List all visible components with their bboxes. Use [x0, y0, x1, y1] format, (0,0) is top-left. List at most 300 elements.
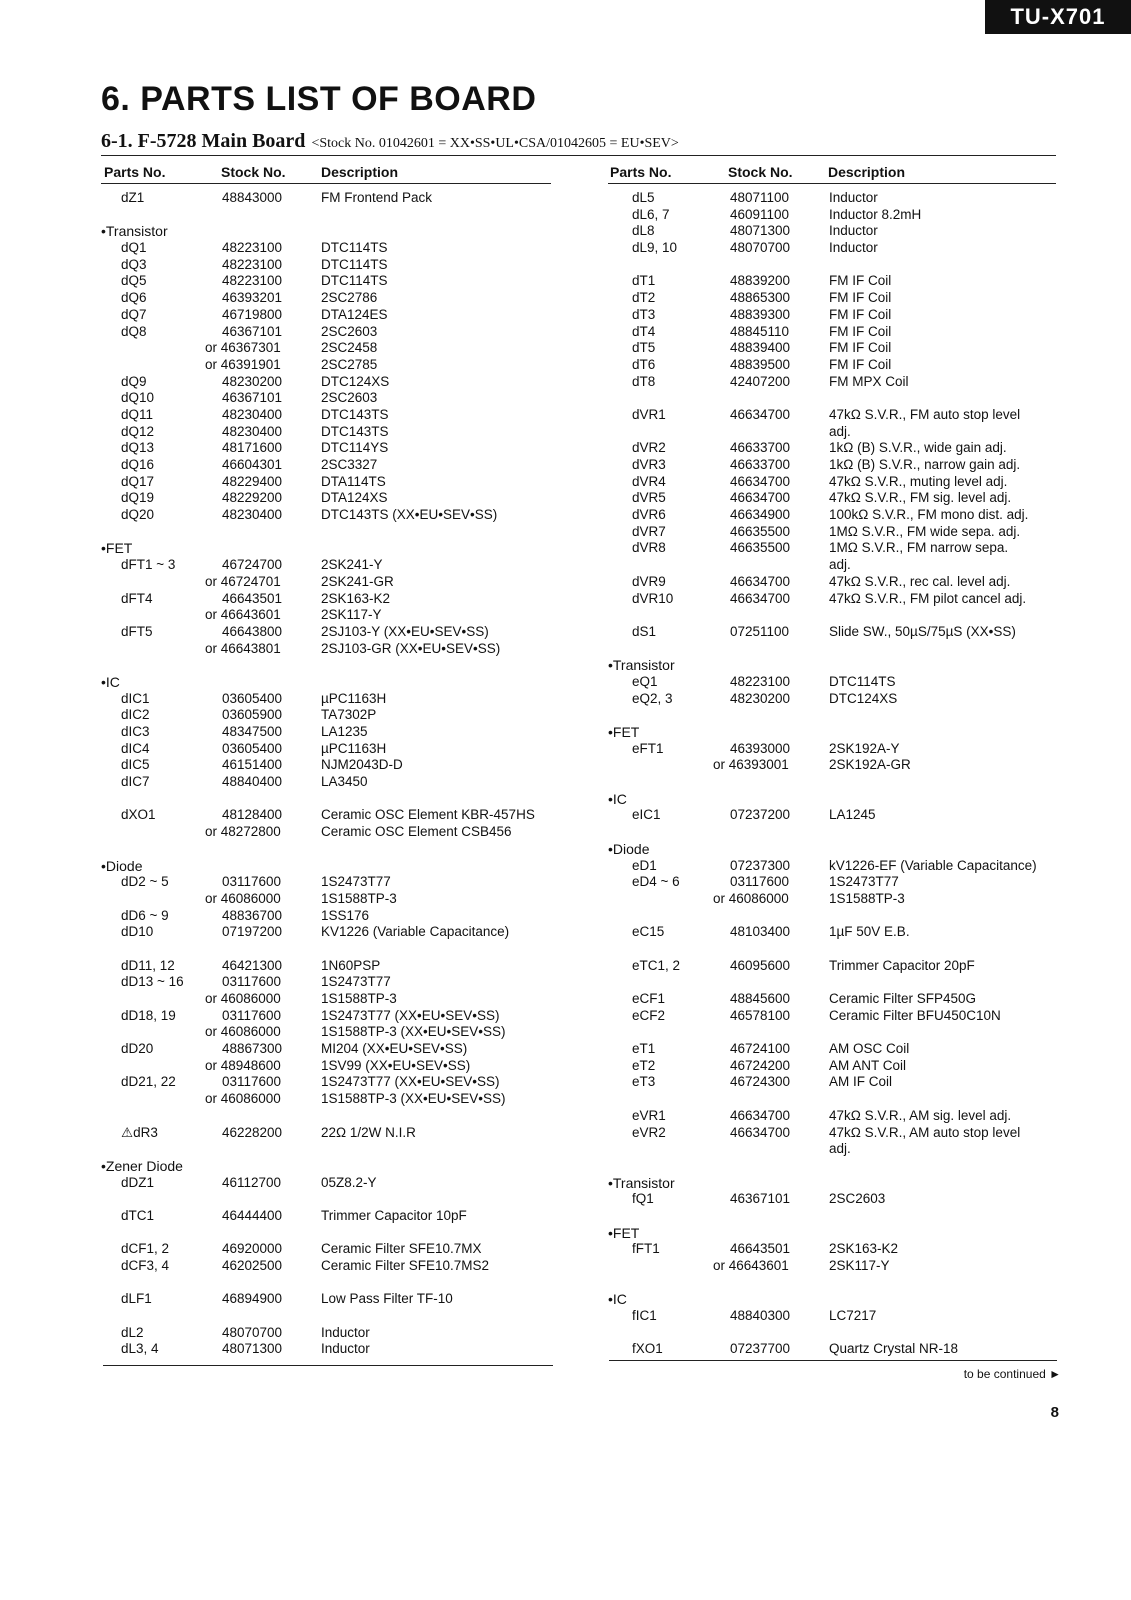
part-description: 1S2473T77 (XX•EU•SEV•SS)	[321, 1074, 500, 1090]
part-number: dT3	[632, 306, 656, 322]
stock-number: 46151400	[222, 757, 283, 773]
part-number: dT1	[632, 273, 656, 289]
part-row	[608, 340, 1056, 357]
part-description: Inductor	[829, 190, 878, 205]
header-parts-no: Parts No.	[104, 164, 166, 180]
stock-number: 46894900	[222, 1291, 283, 1307]
stock-number: 48347500	[222, 724, 283, 739]
part-description: LA1245	[829, 807, 876, 823]
stock-number: 48128400	[222, 807, 283, 823]
part-row	[101, 624, 551, 641]
part-number: dVR3	[632, 457, 666, 472]
part-number: dQ10	[121, 390, 155, 406]
group-heading: •Transistor	[608, 657, 675, 674]
group-heading: •IC	[608, 1291, 627, 1308]
part-row	[101, 607, 551, 624]
stock-number: or 46086000	[205, 1091, 281, 1107]
part-row	[608, 1008, 1056, 1025]
rows-right	[608, 190, 1056, 1358]
part-number: dLF1	[121, 1291, 152, 1307]
stock-number: 48839200	[730, 273, 791, 289]
stock-number: 03117600	[222, 1074, 282, 1090]
part-row	[608, 1074, 1056, 1091]
part-row	[101, 1208, 551, 1225]
part-number: dQ12	[121, 423, 155, 439]
part-description: FM IF Coil	[829, 273, 892, 289]
stock-number: 46634700	[730, 590, 791, 606]
part-description: 2SK192A-GR	[829, 757, 911, 773]
part-row	[101, 891, 551, 908]
group-heading: •Transistor	[101, 223, 168, 240]
part-number: eT3	[632, 1074, 656, 1090]
part-row	[608, 924, 1056, 941]
stock-number: 46634900	[730, 507, 791, 523]
stock-number: 48071100	[730, 190, 790, 205]
part-row	[101, 774, 551, 791]
part-number: dIC1	[121, 690, 150, 706]
group-heading: •Transistor	[608, 1174, 675, 1191]
part-number: dQ11	[121, 406, 154, 422]
bottom-rule-left	[103, 1365, 553, 1366]
board-subtitle	[101, 130, 679, 153]
part-row	[608, 440, 1056, 457]
part-row	[608, 1308, 1056, 1325]
stock-number: or 46643801	[205, 640, 281, 656]
part-description: 1S1588TP-3	[829, 890, 905, 906]
stock-number: 07237200	[730, 807, 791, 823]
stock-number: 46719800	[222, 306, 283, 322]
part-description: Ceramic OSC Element CSB456	[321, 824, 512, 840]
stock-number: 46091100	[730, 206, 790, 222]
part-description: Inductor	[321, 1324, 370, 1340]
part-row	[608, 507, 1056, 524]
part-description: adj.	[829, 1141, 851, 1157]
part-number: dQ7	[121, 306, 147, 322]
stock-number: 46724300	[730, 1074, 791, 1090]
part-description: 1MΩ S.V.R., FM narrow sepa.	[829, 540, 1009, 556]
header-parts-no: Parts No.	[610, 164, 672, 180]
stock-number: 48070700	[222, 1324, 283, 1340]
group-heading: •Zener Diode	[101, 1157, 183, 1174]
part-description: DTA114TS	[321, 473, 386, 489]
part-description: AM OSC Coil	[829, 1041, 910, 1057]
stock-number: 46635500	[730, 523, 791, 539]
part-number: eTC1, 2	[632, 957, 681, 973]
rows-left	[101, 190, 551, 1358]
stock-number: or 46367301	[205, 340, 281, 356]
part-row	[101, 591, 551, 608]
part-row	[101, 474, 551, 491]
part-number: dL6, 7	[632, 206, 670, 222]
part-number: dQ5	[121, 273, 147, 289]
part-number: dQ3	[121, 256, 147, 272]
part-number: dQ6	[121, 290, 147, 306]
page-number: 8	[1050, 1404, 1059, 1421]
part-description: Inductor	[829, 240, 878, 256]
part-row	[101, 908, 551, 925]
part-description: LC7217	[829, 1308, 877, 1324]
stock-number: 03605400	[222, 690, 283, 706]
stock-number: 46604301	[222, 457, 283, 472]
stock-number: 46228200	[222, 1124, 283, 1140]
stock-number: or 46086000	[205, 890, 281, 906]
part-row	[101, 490, 551, 507]
model-badge: TU-X701	[985, 0, 1131, 34]
stock-number: 03117600	[730, 874, 790, 890]
part-number: eD4 ~ 6	[632, 874, 680, 890]
part-number: dQ8	[121, 323, 147, 339]
part-row	[608, 574, 1056, 591]
part-description: Inductor	[321, 1341, 370, 1357]
part-number: dT4	[632, 323, 656, 339]
part-description: 2SK241-Y	[321, 557, 383, 573]
part-row	[101, 374, 551, 391]
part-number: dD13 ~ 16	[121, 974, 184, 990]
part-number: dIC5	[121, 757, 150, 773]
stock-number: 48839400	[730, 340, 791, 356]
part-row	[608, 490, 1056, 507]
part-row	[101, 257, 551, 274]
stock-number: 48229200	[222, 490, 283, 506]
part-row	[608, 1108, 1056, 1125]
part-description: AM ANT Coil	[829, 1057, 907, 1073]
part-row	[608, 524, 1056, 541]
stock-number: 46633700	[730, 440, 791, 456]
part-row	[608, 1191, 1056, 1208]
part-description: 100kΩ S.V.R., FM mono dist. adj.	[829, 507, 1029, 523]
part-number: dVR2	[632, 440, 666, 456]
part-number: dL9, 10	[632, 240, 678, 256]
part-number: dFT4	[121, 590, 153, 606]
part-number: dIC3	[121, 724, 150, 739]
part-number: dIC7	[121, 774, 150, 790]
part-row	[101, 190, 551, 207]
part-description: DTC124XS	[829, 690, 898, 706]
part-number: dQ9	[121, 373, 147, 389]
part-description: DTC114TS	[321, 240, 388, 256]
part-row	[101, 1258, 551, 1275]
part-description: 1µF 50V E.B.	[829, 924, 910, 940]
part-row	[101, 1041, 551, 1058]
part-row	[608, 324, 1056, 341]
stock-number: 46634700	[730, 406, 791, 422]
part-row	[608, 624, 1056, 641]
part-number: fIC1	[632, 1308, 657, 1324]
stock-number: 48230400	[222, 507, 283, 523]
part-description: 2SC2458	[321, 340, 378, 356]
part-description: DTC143TS (XX•EU•SEV•SS)	[321, 507, 498, 523]
part-row	[608, 1058, 1056, 1075]
stock-number: 46367101	[222, 390, 283, 406]
stock-number: 03117600	[222, 874, 282, 890]
part-row	[101, 741, 551, 758]
stock-number: 46724200	[730, 1057, 791, 1073]
part-description: 2SJ103-GR (XX•EU•SEV•SS)	[321, 640, 501, 656]
part-description: FM IF Coil	[829, 340, 892, 356]
stock-number: 46635500	[730, 540, 791, 556]
part-description: MI204 (XX•EU•SEV•SS)	[321, 1041, 468, 1057]
part-description: DTA124XS	[321, 490, 388, 506]
part-description: 2SK192A-Y	[829, 740, 900, 756]
stock-number: 03117600	[222, 974, 282, 990]
stock-number: 46393201	[222, 290, 283, 306]
part-number: dL3, 4	[121, 1341, 159, 1357]
part-description: LA1235	[321, 724, 368, 739]
stock-number: 42407200	[730, 373, 791, 389]
header-rule	[101, 183, 551, 184]
part-number: eVR2	[632, 1124, 666, 1140]
part-description: 1S2473T77	[321, 874, 391, 890]
part-number: dL5	[632, 190, 655, 205]
part-row	[101, 824, 551, 841]
part-row	[101, 290, 551, 307]
part-row	[608, 223, 1056, 240]
part-number: ⚠dR3	[121, 1124, 158, 1140]
stock-number: or 48948600	[205, 1057, 281, 1073]
part-number: dD21, 22	[121, 1074, 176, 1090]
stock-number: 46633700	[730, 457, 791, 472]
stock-number: 46643501	[222, 590, 283, 606]
part-description: DTC143TS	[321, 406, 389, 422]
stock-number: 03605900	[222, 707, 283, 723]
part-number: dT8	[632, 373, 656, 389]
part-description: adj.	[829, 423, 851, 439]
stock-number: 46095600	[730, 957, 791, 973]
stock-number: 48070700	[730, 240, 791, 256]
part-number: eFT1	[632, 740, 664, 756]
part-number: eT2	[632, 1057, 656, 1073]
part-description: 47kΩ S.V.R., rec cal. level adj.	[829, 573, 1011, 589]
part-description: 47kΩ S.V.R., FM auto stop level	[829, 406, 1021, 422]
part-number: dIC4	[121, 740, 150, 756]
part-description: FM IF Coil	[829, 290, 892, 306]
part-number: dXO1	[121, 807, 156, 823]
part-description: 2SC2603	[321, 390, 378, 406]
part-row	[608, 424, 1056, 441]
stock-number: 48229400	[222, 473, 283, 489]
stock-number: 48845600	[730, 991, 791, 1006]
part-description: 2SC2785	[321, 356, 378, 372]
part-description: Inductor 8.2mH	[829, 206, 922, 222]
part-description: 1kΩ (B) S.V.R., wide gain adj.	[829, 440, 1007, 456]
part-row	[608, 874, 1056, 891]
part-description: kV1226-EF (Variable Capacitance)	[829, 857, 1037, 873]
part-description: 1S1588TP-3	[321, 890, 397, 906]
part-row	[101, 1241, 551, 1258]
board-heading: 6-1. F-5728 Main Board	[101, 130, 306, 152]
part-row	[101, 724, 551, 741]
part-row	[101, 974, 551, 991]
part-description: 47kΩ S.V.R., muting level adj.	[829, 473, 1008, 489]
stock-number: 46421300	[222, 957, 283, 973]
stock-number: 48071300	[222, 1341, 283, 1357]
part-row	[608, 958, 1056, 975]
part-number: fFT1	[632, 1241, 660, 1257]
part-number: dL2	[121, 1324, 144, 1340]
part-row	[101, 1058, 551, 1075]
part-description: µPC1163H	[321, 740, 387, 756]
part-number: dT2	[632, 290, 656, 306]
stock-number: 48230200	[222, 373, 283, 389]
part-number: dFT5	[121, 623, 153, 639]
stock-number: or 46393001	[713, 757, 789, 773]
part-description: DTC143TS	[321, 423, 389, 439]
part-number: eVR1	[632, 1107, 666, 1123]
part-row	[608, 1125, 1056, 1142]
part-description: FM IF Coil	[829, 323, 892, 339]
group-heading: •FET	[608, 724, 640, 740]
part-number: dTC1	[121, 1207, 155, 1223]
stock-number: 48171600	[222, 440, 283, 456]
stock-number: 48839500	[730, 356, 791, 372]
part-number: dD20	[121, 1041, 154, 1057]
part-description: 1MΩ S.V.R., FM wide sepa. adj.	[829, 523, 1021, 539]
part-row	[608, 240, 1056, 257]
part-number: eC15	[632, 924, 665, 940]
part-row	[608, 374, 1056, 391]
part-description: 1kΩ (B) S.V.R., narrow gain adj.	[829, 457, 1021, 472]
part-row	[101, 924, 551, 941]
part-description: LA3450	[321, 774, 368, 790]
part-row	[101, 807, 551, 824]
part-row	[608, 190, 1056, 207]
part-description: 47kΩ S.V.R., FM pilot cancel adj.	[829, 590, 1027, 606]
part-description: Slide SW., 50µS/75µS (XX•SS)	[829, 623, 1016, 639]
stock-number: 48230200	[730, 690, 791, 706]
part-row	[101, 707, 551, 724]
part-description: 22Ω 1/2W N.I.R	[321, 1124, 416, 1140]
part-description: 2SC3327	[321, 457, 378, 472]
part-number: eIC1	[632, 807, 661, 823]
part-description: TA7302P	[321, 707, 377, 723]
part-number: dQ19	[121, 490, 155, 506]
stock-number: 48230400	[222, 406, 283, 422]
part-description: 1SS176	[321, 907, 370, 923]
part-row	[608, 207, 1056, 224]
part-row	[608, 474, 1056, 491]
part-description: Quartz Crystal NR-18	[829, 1341, 959, 1357]
part-number: eD1	[632, 857, 657, 873]
stock-number: or 48272800	[205, 824, 281, 840]
part-description: 1S1588TP-3 (XX•EU•SEV•SS)	[321, 1024, 506, 1040]
part-row	[608, 457, 1056, 474]
part-description: 2SC2603	[829, 1191, 886, 1207]
part-row	[101, 240, 551, 257]
group-heading: •IC	[608, 790, 627, 807]
part-row	[101, 273, 551, 290]
part-number: eT1	[632, 1041, 656, 1057]
part-row	[101, 340, 551, 357]
part-description: FM IF Coil	[829, 356, 892, 372]
stock-number: 46367101	[730, 1191, 791, 1207]
part-description: 1S2473T77	[321, 974, 391, 990]
group-heading: •Diode	[608, 840, 650, 857]
part-description: DTC114TS	[321, 273, 388, 289]
stock-number: 48223100	[222, 240, 283, 256]
part-row	[608, 557, 1056, 574]
part-row	[608, 858, 1056, 875]
part-row	[101, 357, 551, 374]
part-description: Trimmer Capacitor 20pF	[829, 957, 975, 973]
parts-column-left	[101, 160, 551, 1358]
group-heading: •Diode	[101, 857, 143, 874]
part-row	[608, 407, 1056, 424]
part-row	[101, 307, 551, 324]
part-row	[101, 1175, 551, 1192]
part-description: 2SK163-K2	[829, 1241, 899, 1257]
stock-number: 46724700	[222, 557, 283, 573]
stock-number: 48223100	[222, 273, 283, 289]
stock-number: 46367101	[222, 323, 283, 339]
stock-number: or 46724701	[205, 573, 281, 589]
part-number: dVR10	[632, 590, 674, 606]
part-number: dL8	[632, 223, 655, 239]
part-description: 1SV99 (XX•EU•SEV•SS)	[321, 1057, 471, 1073]
stock-number: 46724100	[730, 1041, 791, 1057]
continued-note: to be continued ►	[963, 1367, 1061, 1381]
parts-column-right	[608, 160, 1056, 1358]
part-number: dD2 ~ 5	[121, 874, 169, 890]
part-number: dCF1, 2	[121, 1241, 170, 1257]
stock-number: 48840400	[222, 774, 283, 790]
part-description: 2SC2603	[321, 323, 378, 339]
stock-number: 03605400	[222, 740, 283, 756]
part-row	[608, 891, 1056, 908]
bottom-rule-right	[609, 1360, 1057, 1361]
part-row	[101, 1074, 551, 1091]
part-description: 2SK163-K2	[321, 590, 391, 606]
part-description: 47kΩ S.V.R., FM sig. level adj.	[829, 490, 1012, 506]
group-heading: •FET	[101, 540, 133, 557]
stock-number: 48223100	[222, 256, 283, 272]
stock-number: 48836700	[222, 907, 283, 923]
part-number: dFT1 ~ 3	[121, 557, 176, 573]
part-description: 2SK241-GR	[321, 573, 394, 589]
stock-number: 48865300	[730, 290, 791, 306]
title-rule	[101, 155, 1056, 156]
stock-number: 46920000	[222, 1241, 283, 1257]
part-description: Ceramic Filter SFE10.7MX	[321, 1241, 482, 1257]
part-number: dCF3, 4	[121, 1258, 170, 1273]
part-number: dDZ1	[121, 1174, 155, 1190]
part-row	[101, 457, 551, 474]
part-number: dD10	[121, 924, 154, 940]
part-row	[101, 1024, 551, 1041]
part-number: dQ17	[121, 473, 155, 489]
part-number: fXO1	[632, 1341, 663, 1357]
stock-number: 07237300	[730, 857, 791, 873]
stock-number: 48845110	[730, 323, 790, 339]
part-number: dT5	[632, 340, 656, 356]
part-row	[101, 691, 551, 708]
stock-number: 48867300	[222, 1041, 283, 1057]
part-row	[608, 1241, 1056, 1258]
part-number: eQ2, 3	[632, 690, 673, 706]
stock-number: 46634700	[730, 573, 791, 589]
part-description: Low Pass Filter TF-10	[321, 1291, 453, 1307]
stock-number: 48223100	[730, 673, 791, 689]
part-number: eQ1	[632, 673, 658, 689]
part-number: dS1	[632, 623, 657, 639]
part-row	[101, 574, 551, 591]
part-number: dT6	[632, 356, 656, 372]
part-description: 05Z8.2-Y	[321, 1174, 377, 1190]
part-description: 2SC2786	[321, 290, 378, 306]
part-number: dVR7	[632, 523, 666, 539]
part-row	[101, 390, 551, 407]
part-description: Trimmer Capacitor 10pF	[321, 1207, 467, 1223]
stock-number: 48071300	[730, 223, 791, 239]
